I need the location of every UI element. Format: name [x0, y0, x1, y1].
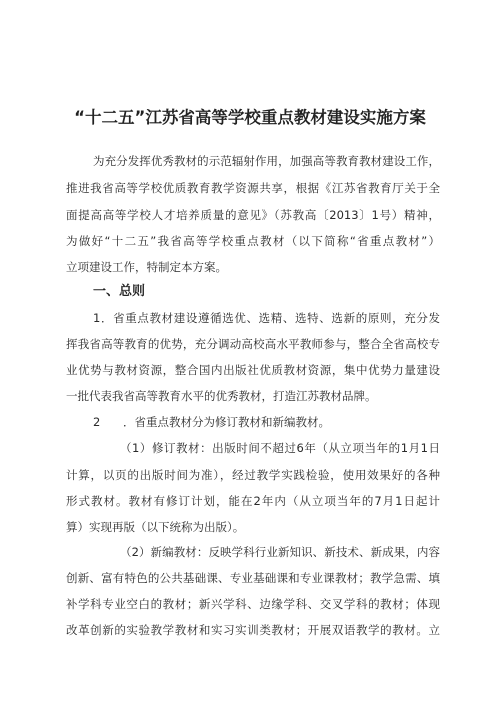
intro-line-1: 为充分发挥优秀教材的示范辐射作用，加强高等教育教材建设工作，	[93, 154, 440, 168]
item1-line-3: 业优势与教材资源，整合国内出版社优质教材资源，集中优势力量建设	[66, 363, 440, 377]
item1-line-2: 挥我省高等教育的优势，充分调动高校高水平教师参与，整合全省高校专	[66, 337, 440, 351]
document-title: “十二五”江苏省高等学校重点教材建设实施方案	[74, 108, 426, 127]
sub2-line-1: （2）新编教材：反映学科行业新知识、新技术、新成果，内容	[120, 545, 440, 559]
sub1-line-3: 形式教材。教材有修订计划，能在2年内（从立项当年的7月1日起计	[66, 494, 440, 508]
sub1-line-4: 算）实现再版（以下统称为出版）。	[66, 520, 245, 534]
intro-line-4: 为做好“十二五”我省高等学校重点教材（以下简称“省重点教材”）	[66, 234, 440, 248]
sub2-line-3: 补学科专业空白的教材；新兴学科、边缘学科、交叉学科的教材；体现	[66, 597, 440, 611]
sub1-line-2: 计算，以页的出版时间为准），经过教学实践检验，使用效果好的各种	[66, 468, 440, 482]
sub1-line-1: （1）修订教材：出版时间不超过6年（从立项当年的1月1日	[120, 441, 440, 455]
item1-line-4: 一批代表我省高等教育水平的优秀教材，打造江苏教材品牌。	[66, 389, 377, 403]
item2-line	[93, 414, 440, 430]
item2-number: 2	[93, 415, 101, 429]
intro-line-3: 面提高高等学校人才培养质量的意见》（苏教高〔2013〕1号）精神，	[66, 208, 440, 222]
item2-text: ．省重点教材分为修订教材和新编教材。	[123, 415, 330, 429]
item1-line-1: 1．省重点教材建设遵循选优、选精、选特、选新的原则，充分发	[93, 311, 440, 325]
intro-line-2: 推进我省高等学校优质教育教学资源共享，根据《江苏省教育厅关于全	[66, 181, 440, 195]
sub2-line-4: 改革创新的实验教学教材和实习实训类教材；开展双语教学的教材。立	[66, 623, 440, 637]
intro-line-5: 立项建设工作，特制定本方案。	[66, 260, 227, 274]
sub2-line-2: 创新、富有特色的公共基础课、专业基础课和专业课教材；教学急需、填	[66, 571, 440, 585]
section-heading-general: 一、总则	[93, 284, 146, 299]
